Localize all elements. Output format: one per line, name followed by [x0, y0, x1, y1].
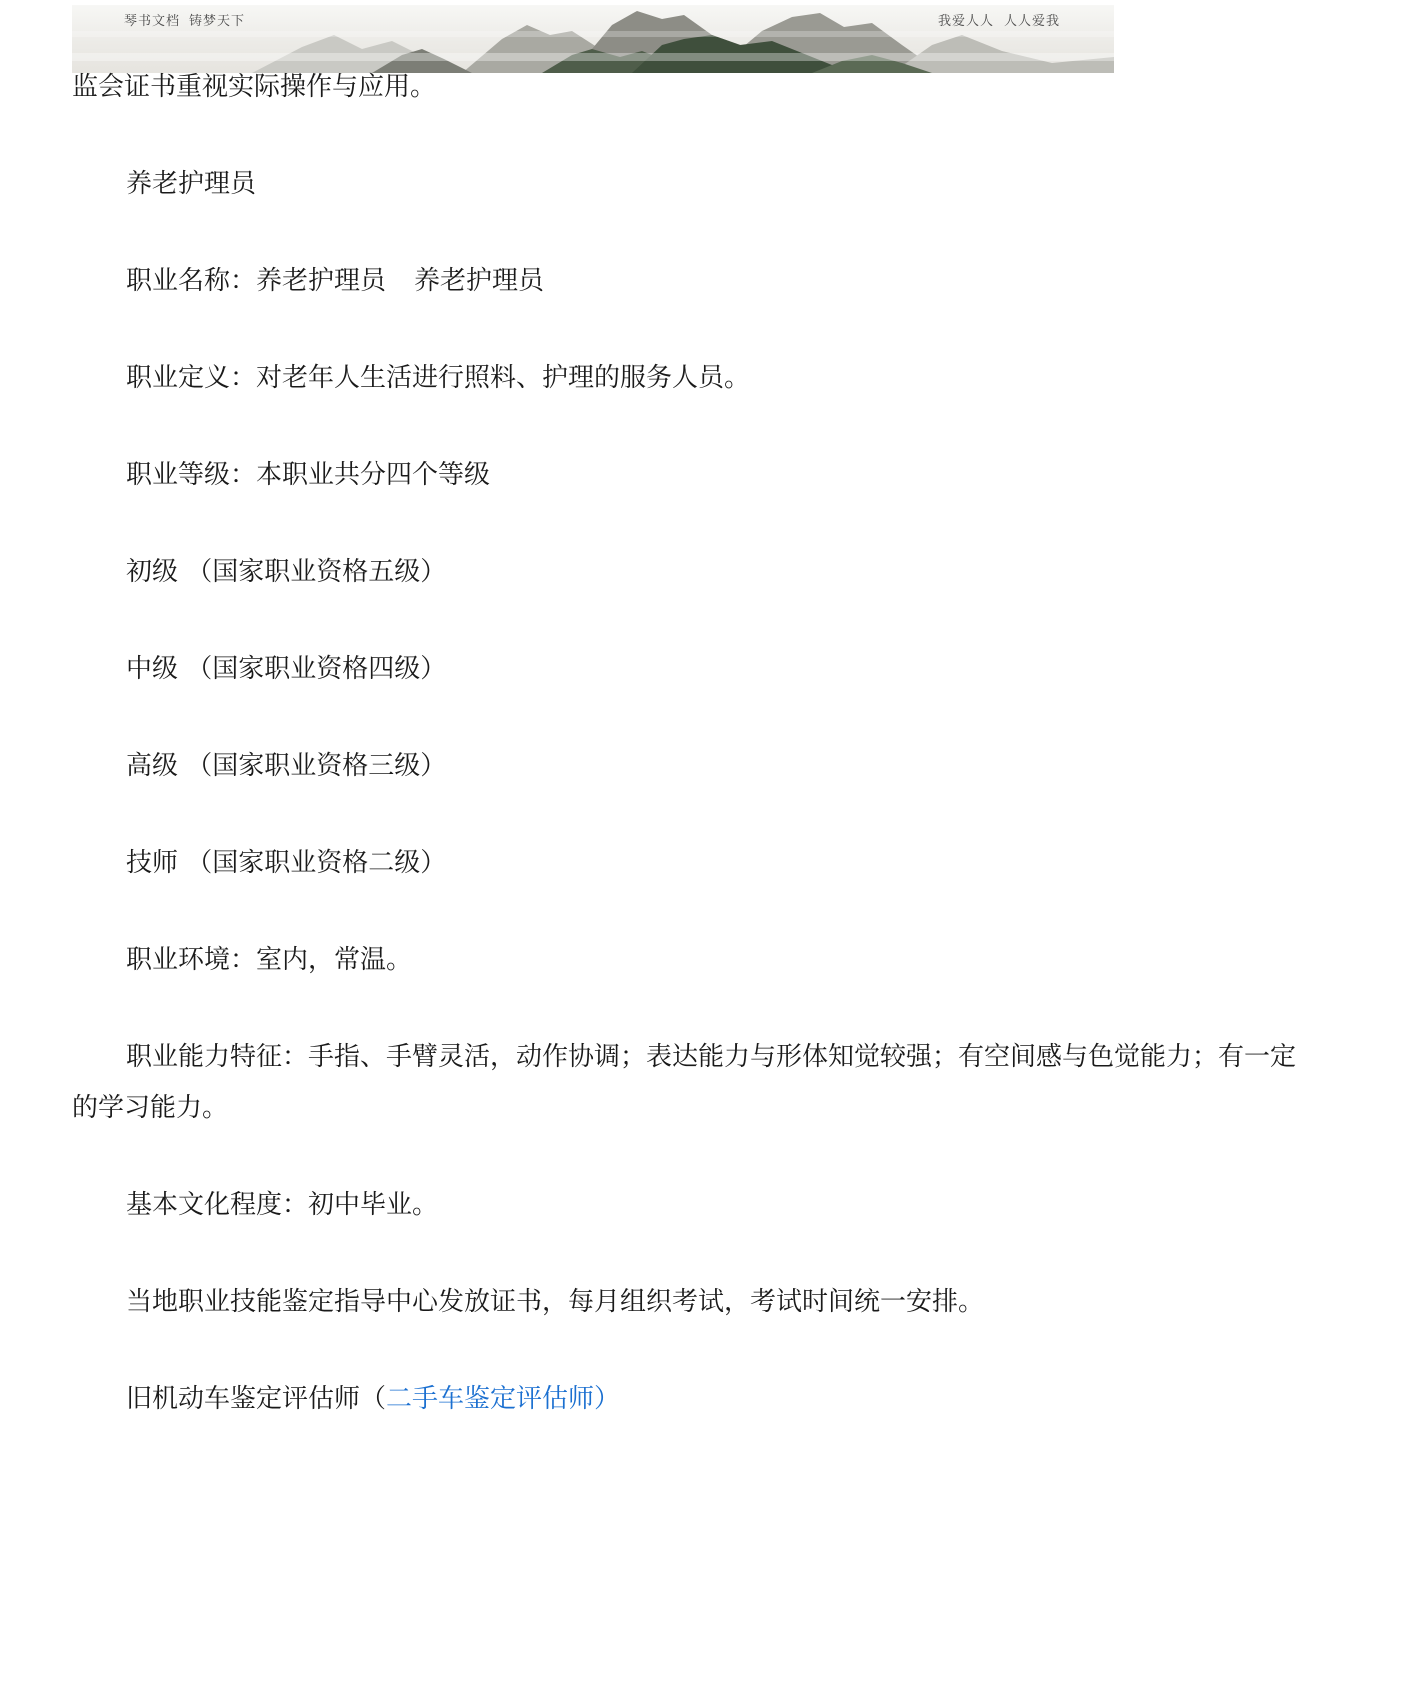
occupation-definition-paragraph: 职业定义：对老年人生活进行照料、护理的服务人员。	[126, 363, 751, 393]
next-section-heading	[126, 1382, 620, 1416]
header-banner-image	[72, 5, 1114, 73]
banner-text-right-1: 我爱人人	[938, 14, 995, 29]
level-item: 技师 （国家职业资格二级）	[126, 848, 447, 878]
occupation-name-paragraph	[126, 264, 544, 298]
used-car-appraiser-link[interactable]: 二手车鉴定评估师）	[386, 1384, 621, 1414]
certificate-paragraph: 当地职业技能鉴定指导中心发放证书，每月组织考试，考试时间统一安排。	[126, 1287, 985, 1317]
level-item: 初级 （国家职业资格五级）	[126, 557, 447, 587]
banner-text-right-2: 人人爱我	[1004, 14, 1061, 29]
occupation-environment-paragraph: 职业环境：室内，常温。	[126, 945, 413, 975]
banner-text-left-1: 琴书文档	[124, 14, 181, 29]
level-item: 中级 （国家职业资格四级）	[126, 654, 447, 684]
level-item: 高级 （国家职业资格三级）	[126, 751, 447, 781]
banner-text-left-2: 铸梦天下	[189, 14, 246, 29]
occupation-name-repeat: 养老护理员	[414, 266, 545, 296]
section-heading: 养老护理员	[126, 169, 257, 199]
occupation-levels-intro: 职业等级：本职业共分四个等级	[126, 460, 491, 490]
education-paragraph: 基本文化程度：初中毕业。	[126, 1190, 439, 1220]
occupation-name-label: 职业名称：养老护理员	[126, 266, 387, 296]
ability-paragraph-line-1: 职业能力特征：手指、手臂灵活，动作协调；表达能力与形体知觉较强；有空间感与色觉能力；有一定	[126, 1042, 1297, 1072]
intro-tail-paragraph: 监会证书重视实际操作与应用。	[72, 72, 437, 102]
ability-paragraph-line-2: 的学习能力。	[72, 1093, 229, 1123]
next-heading-text: 旧机动车鉴定评估师（	[126, 1384, 387, 1414]
